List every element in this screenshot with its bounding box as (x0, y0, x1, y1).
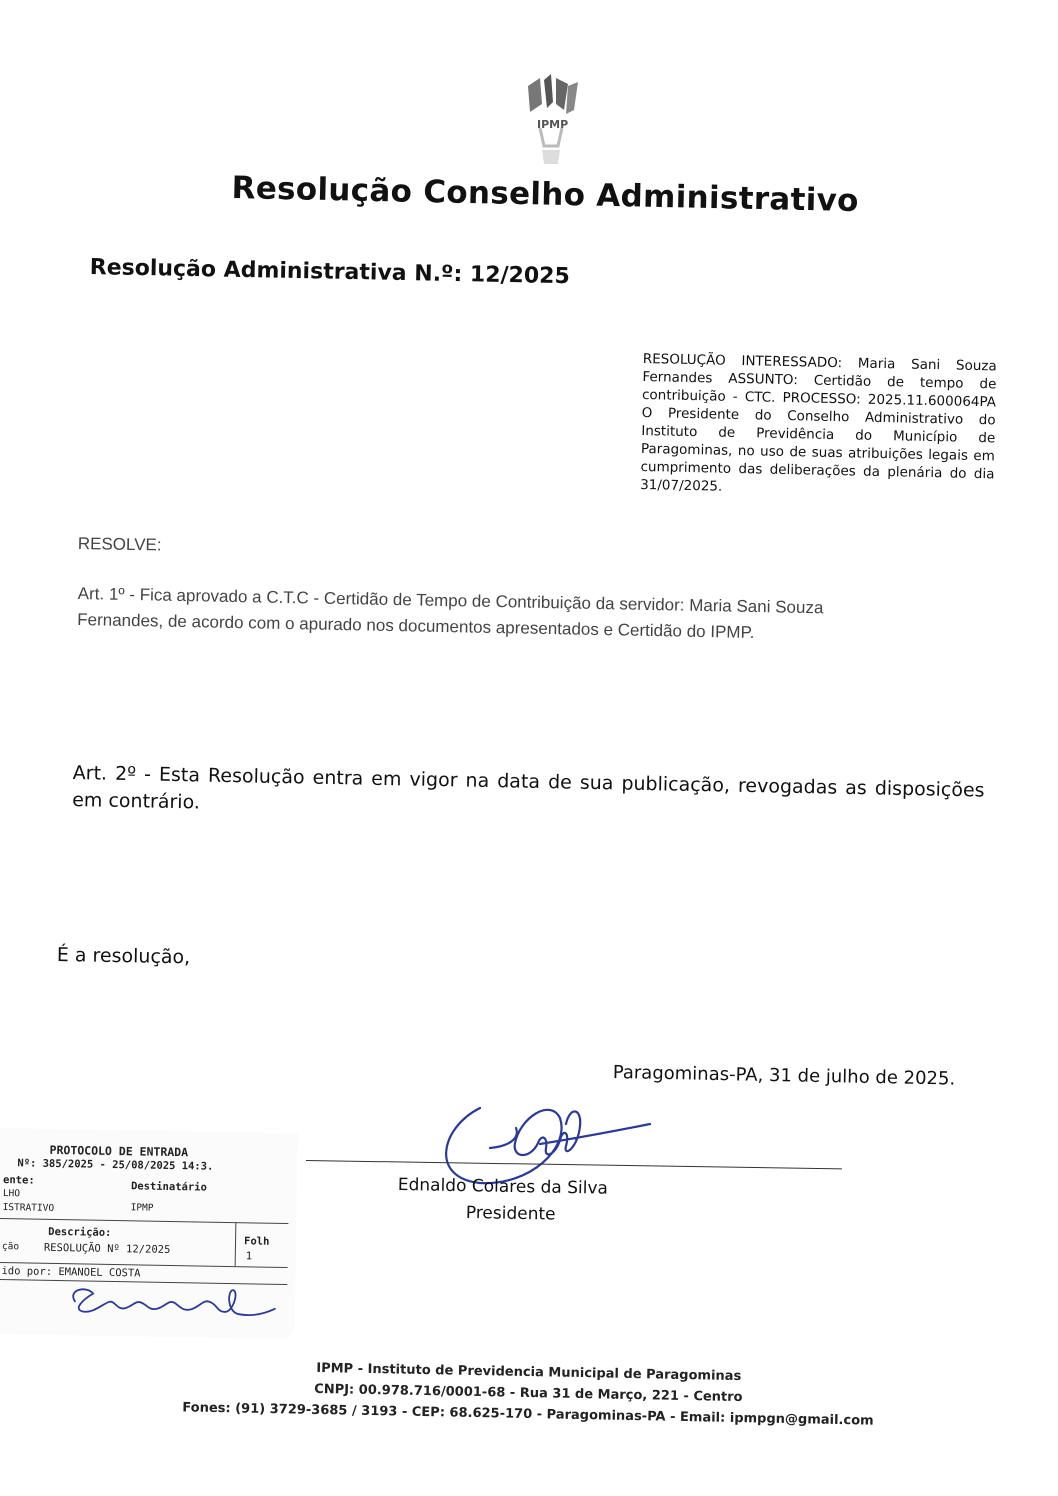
footer-institution: IPMP - Instituto de Previdencia Municipal de Paragominas (316, 1360, 742, 1385)
stamp-column-divider (235, 1222, 237, 1266)
footer (0, 1352, 1058, 1435)
stamp-folha-value: 1 (245, 1250, 253, 1263)
protocol-stamp (0, 1128, 298, 1339)
stamp-desc-value: RESOLUÇÃO Nº 12/2025 (43, 1241, 171, 1256)
resolve-heading: RESOLVE: (77, 534, 162, 555)
signer-name: Ednaldo Colares da Silva (397, 1175, 609, 1199)
stamp-origin-value-2: ISTRATIVO (2, 1202, 55, 1214)
stamp-origin-value-1: LHO (2, 1188, 21, 1200)
resolution-number: Resolução Administrativa N.º: 12/2025 (89, 255, 571, 290)
closing-text: É a resolução, (56, 944, 191, 969)
stamp-divider (0, 1218, 288, 1224)
article-2: Art. 2º - Esta Resolução entra em vigor na data de sua publicação, revogadas as disposições em contrário. (72, 761, 985, 814)
stamp-origin-label: ente: (2, 1174, 35, 1187)
signer-role: Presidente (465, 1203, 556, 1225)
stamp-folha-label: Folh (243, 1235, 270, 1248)
stamp-signature-icon (63, 1279, 280, 1327)
stamp-dest-value: IPMP (130, 1202, 154, 1214)
article-1-line-2: Fernandes, de acordo com o apurado nos documentos apresentados e Certidão do IPMP. (77, 609, 755, 642)
stamp-number: Nº: 385/2025 - 25/08/2025 14:3. (17, 1157, 214, 1173)
stamp-title: PROTOCOLO DE ENTRADA (49, 1142, 189, 1160)
article-1-line-1: Art. 1º - Fica aprovado a C.T.C - Certidão de Tempo de Contribuição da servidor: Maria Sani Souza (77, 583, 824, 618)
stamp-desc-label: Descrição: (48, 1225, 112, 1239)
stamp-received-by: ido por: EMANOEL COSTA (1, 1265, 141, 1280)
logo-label: IPMP (537, 118, 569, 131)
stamp-desc-prefix: ção (1, 1241, 20, 1253)
resolution-summary: RESOLUÇÃO INTERESSADO: Maria Sani Souza Fernandes ASSUNTO: Certidão de tempo de contribuição - CTC. PROCESSO: 2025.11.600064PA O Presidente do Conselho Administrativo do Instituto de Previdência do Município de Paragominas, no uso de suas atribuições legais em cumprimento das deliberações da plenária do dia 31/07/2025. (640, 350, 997, 495)
footer-address: CNPJ: 00.978.716/0001-68 - Rua 31 de Março, 221 - Centro (314, 1381, 743, 1406)
stamp-dest-label: Destinatário (130, 1180, 207, 1194)
article-1 (77, 581, 990, 650)
place-date: Paragominas-PA, 31 de julho de 2025. (612, 1062, 956, 1090)
footer-contacts: Fones: (91) 3729-3685 / 3193 - CEP: 68.625-170 - Paragominas-PA - Email: ipmpgn@gmail.com (182, 1400, 874, 1429)
page-title: Resolução Conselho Administrativo (231, 170, 860, 220)
